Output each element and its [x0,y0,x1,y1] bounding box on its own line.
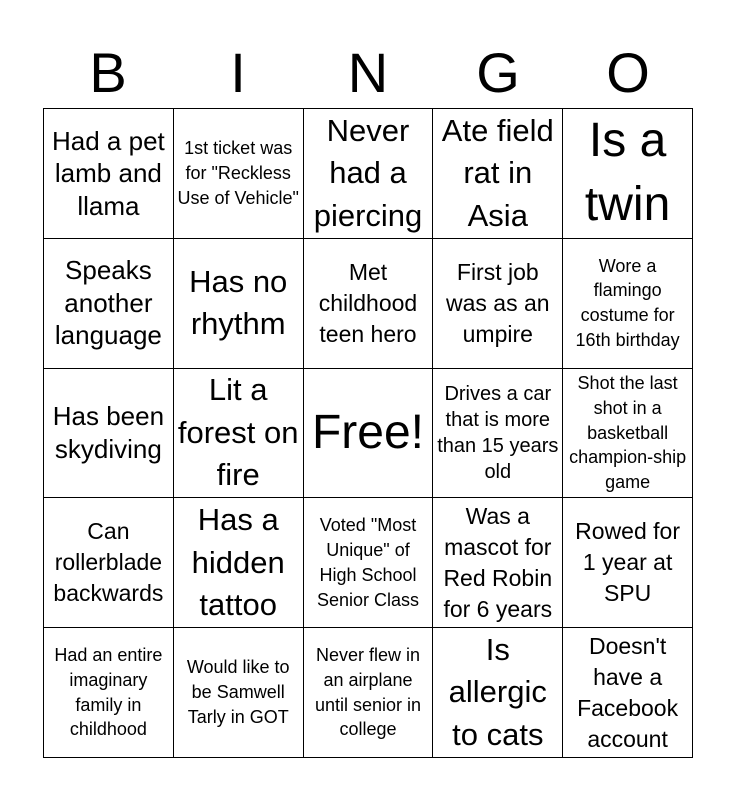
cell-text: Had an entire imaginary family in childhood [54,644,163,740]
header-letter-o: O [606,41,650,104]
cell-text: Doesn't have a Facebook account [577,632,679,752]
cell-text: Shot the last shot in a basketball champion-ship game [569,372,687,493]
bingo-cell[interactable] [433,369,563,499]
bingo-cell[interactable] [563,239,693,369]
cell-text: Was a mascot for Red Robin for 6 years [443,502,553,622]
cell-text: Is a twin [584,113,671,232]
bingo-cell[interactable] [563,109,693,239]
header-letter-g: G [476,41,520,104]
cell-text: Rowed for 1 year at SPU [575,518,680,607]
bingo-cell[interactable] [174,239,304,369]
cell-text: Can rollerblade backwards [53,518,164,607]
bingo-cell[interactable] [44,109,174,239]
cell-text: Free! [311,406,424,460]
bingo-grid [43,108,693,758]
bingo-cell[interactable] [304,628,434,758]
cell-text: Is allergic to cats [448,631,547,752]
bingo-cell[interactable] [44,239,174,369]
cell-text: First job was as an umpire [446,258,550,347]
bingo-cell[interactable] [304,239,434,369]
cell-text: Never had a piercing [313,112,423,233]
free-space[interactable] [304,369,434,499]
cell-text: Never flew in an airplane until senior in college [314,644,422,740]
cell-text: Speaks another language [54,255,162,351]
bingo-header [43,38,693,108]
cell-text: Would like to be Samwell Tarly in GOT [186,657,290,727]
cell-text: Lit a forest on fire [177,372,299,493]
bingo-cell[interactable] [44,628,174,758]
cell-text: 1st ticket was for "Reckless Use of Vehicle" [177,138,299,208]
cell-text: Met childhood teen hero [318,258,418,347]
bingo-cell[interactable] [563,498,693,628]
bingo-cell[interactable] [563,628,693,758]
cell-text: Has been skydiving [52,401,165,464]
cell-text: Has no rhythm [189,263,288,342]
bingo-cell[interactable] [174,369,304,499]
bingo-cell[interactable] [44,498,174,628]
bingo-cell[interactable] [174,498,304,628]
header-letter-n: N [347,41,389,104]
bingo-cell[interactable] [433,109,563,239]
cell-text: Voted "Most Unique" of High School Senior Class [316,515,420,610]
bingo-cell[interactable] [563,369,693,499]
bingo-cell[interactable] [174,628,304,758]
header-letter-i: I [230,41,246,104]
bingo-cell[interactable] [433,628,563,758]
cell-text: Had a pet lamb and llama [52,125,165,221]
bingo-cell[interactable] [433,498,563,628]
cell-text: Drives a car that is more than 15 years old [437,382,559,483]
header-letter-b: B [89,41,127,104]
bingo-cell[interactable] [44,369,174,499]
cell-text: Wore a flamingo costume for 16th birthday [575,255,680,351]
cell-text: Ate field rat in Asia [441,112,554,233]
cell-text: Has a hidden tattoo [191,502,285,623]
bingo-cell[interactable] [304,498,434,628]
bingo-cell[interactable] [304,109,434,239]
bingo-cell[interactable] [433,239,563,369]
bingo-cell[interactable] [174,109,304,239]
